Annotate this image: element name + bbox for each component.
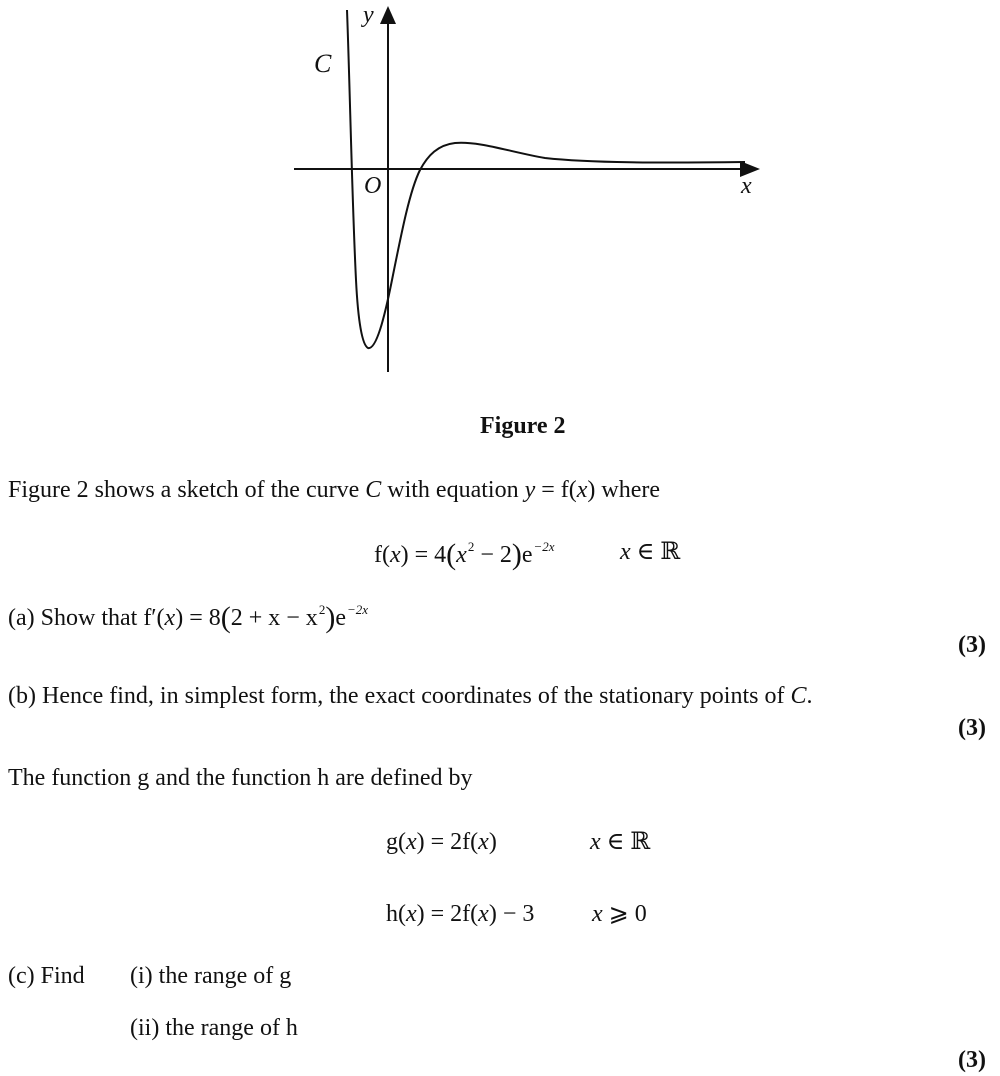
f-close-paren: )	[511, 538, 522, 571]
part-b	[8, 684, 812, 708]
f-e: e	[521, 542, 533, 568]
h-lhs: h(	[386, 901, 406, 927]
g-lhs: g(	[386, 829, 406, 855]
g-definition	[386, 830, 497, 854]
part-a-label: (a) Show that	[8, 605, 144, 631]
part-c-ii: (ii) the range of h	[130, 1015, 298, 1041]
part-a	[8, 601, 369, 634]
part-a-eq: ) = 8	[175, 605, 221, 631]
g-domain-set: ∈ ℝ	[606, 829, 651, 855]
intro-text	[8, 478, 660, 502]
functions-intro: The function g and the function h are defined by	[8, 765, 473, 791]
g-var: x	[406, 829, 417, 855]
f-open-paren: (	[446, 538, 457, 571]
part-a-lhs: f′(	[143, 605, 165, 631]
intro-eq-x: x	[576, 477, 588, 503]
part-a-open-paren: (	[220, 601, 231, 634]
intro-eq-rhs: = f(	[535, 477, 577, 503]
g-var2: x	[478, 829, 489, 855]
part-a-marks: (3)	[958, 632, 986, 658]
f-var: x	[389, 542, 401, 568]
part-b-period: .	[806, 683, 813, 709]
g-close: )	[488, 829, 497, 855]
h-domain	[592, 902, 647, 926]
part-c-marks: (3)	[958, 1047, 986, 1073]
h-close: ) − 3	[488, 901, 535, 927]
f-definition	[374, 538, 555, 571]
intro-mid: with equation	[381, 477, 525, 503]
part-a-inner: 2 + x − x	[230, 605, 318, 631]
curve-c	[347, 10, 745, 348]
f-x: x	[456, 542, 467, 568]
part-b-curve: C	[790, 683, 807, 709]
h-var: x	[406, 901, 417, 927]
f-eq: ) = 4	[400, 542, 447, 568]
f-minus-two: − 2	[474, 542, 512, 568]
figure-2-sketch	[290, 0, 770, 390]
g-rhs: ) = 2f(	[416, 829, 479, 855]
y-axis-arrowhead	[380, 6, 396, 24]
f-lhs: f(	[374, 542, 390, 568]
x-axis-label: x	[741, 173, 752, 199]
h-var2: x	[478, 901, 489, 927]
g-domain-var: x	[590, 829, 601, 855]
intro-pre: Figure 2 shows a sketch of the curve	[8, 477, 366, 503]
part-a-exponent: −2x	[346, 602, 369, 617]
h-domain-var: x	[592, 901, 603, 927]
intro-eq-y: y	[524, 477, 536, 503]
intro-curve: C	[365, 477, 382, 503]
f-domain	[620, 540, 680, 564]
f-exponent: −2x	[533, 539, 555, 554]
f-domain-set: ∈ ℝ	[636, 539, 681, 565]
h-domain-set: ⩾ 0	[608, 901, 647, 927]
curve-label: C	[314, 49, 332, 78]
intro-post: where	[595, 477, 661, 503]
part-a-close-paren: )	[325, 601, 336, 634]
g-domain	[590, 830, 650, 854]
f-domain-var: x	[620, 539, 631, 565]
h-rhs: ) = 2f(	[416, 901, 479, 927]
figure-caption: Figure 2	[480, 413, 566, 439]
y-axis-label: y	[363, 2, 374, 28]
h-definition	[386, 902, 534, 926]
intro-eq-close: )	[587, 477, 596, 503]
origin-label: O	[364, 173, 382, 199]
part-a-var: x	[164, 605, 176, 631]
part-a-e: e	[335, 605, 346, 631]
part-a-square: 2	[318, 602, 326, 617]
part-b-text: (b) Hence find, in simplest form, the exact coordinates of the stationary points of	[8, 683, 791, 709]
f-square: 2	[467, 539, 475, 554]
part-c-label: (c) Find	[8, 963, 85, 989]
part-b-marks: (3)	[958, 715, 986, 741]
part-c-i: (i) the range of g	[130, 963, 292, 989]
